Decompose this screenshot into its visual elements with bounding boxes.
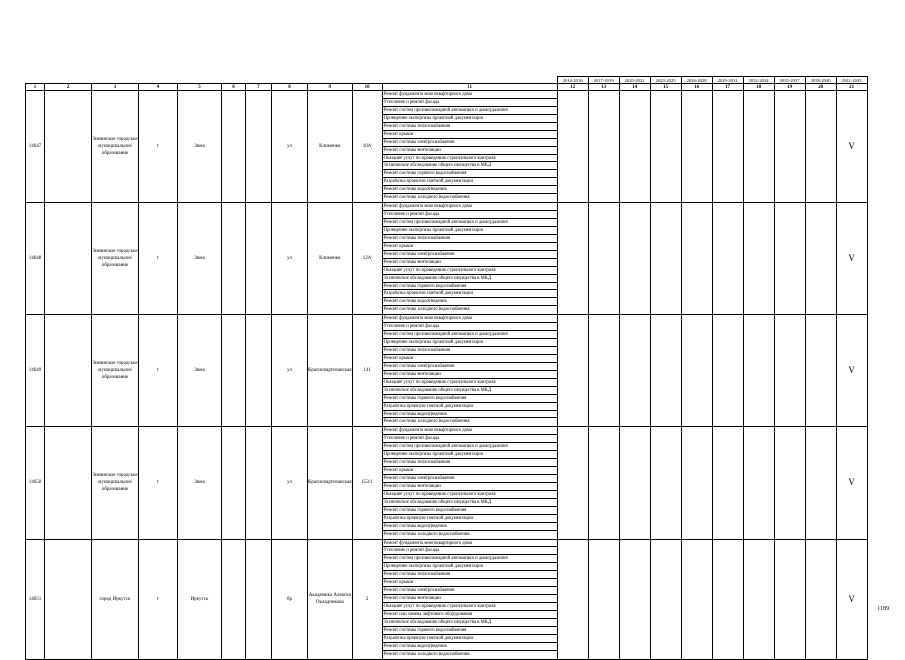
column-number: 14 xyxy=(619,84,650,91)
work-type-item: Утепление и ремонт фасада xyxy=(383,323,557,331)
work-type-item: Техническое обследование общего имущества в МКД xyxy=(383,619,557,627)
year-period-header: 2014-2016 xyxy=(557,77,588,84)
column-number: 8 xyxy=(272,84,308,91)
work-type-item: Ремонт крыши xyxy=(383,243,557,251)
settlement-type-cell: г xyxy=(139,427,178,539)
work-type-item: Ремонт системы водоотведения xyxy=(383,523,557,531)
work-type-item: Ремонт крыши xyxy=(383,131,557,139)
period-cell xyxy=(588,427,619,539)
column-number: 5 xyxy=(178,84,222,91)
period-cell xyxy=(805,315,836,427)
empty-cell xyxy=(45,91,92,203)
work-type-item: Ремонт системы холодного водоснабжения xyxy=(383,419,470,425)
object-id-cell: 14649 xyxy=(26,315,45,427)
city-cell: Зима xyxy=(178,427,222,539)
column-number: 10 xyxy=(352,84,382,91)
empty-cell xyxy=(45,315,92,427)
column-number: 2 xyxy=(45,84,92,91)
year-period-header: 2017-2019 xyxy=(588,77,619,84)
period-cell xyxy=(743,539,774,659)
period-mark-cell: V xyxy=(836,203,867,315)
municipality-cell: Зиминское городское муниципальное образование xyxy=(92,203,139,315)
work-type-item: Ремонт фундамента многоквартирного дома xyxy=(383,91,557,99)
column-number: 3 xyxy=(92,84,139,91)
object-id-cell: 14651 xyxy=(26,539,45,659)
empty-cell xyxy=(222,315,246,427)
work-type-item: Ремонт систем противопожарной автоматики и дымоудаления xyxy=(383,443,557,451)
period-cell xyxy=(712,427,743,539)
period-cell xyxy=(557,427,588,539)
work-type-item: Ремонт систем противопожарной автоматики и дымоудаления xyxy=(383,555,557,563)
period-cell xyxy=(619,315,650,427)
period-cell xyxy=(588,315,619,427)
settlement-type-cell: г xyxy=(139,315,178,427)
work-type-item: Ремонт или замена лифтового оборудования xyxy=(383,611,557,619)
period-cell xyxy=(743,315,774,427)
column-number: 13 xyxy=(588,84,619,91)
object-id-cell: 14648 xyxy=(26,203,45,315)
period-cell xyxy=(774,539,805,659)
header-empty-cell xyxy=(308,77,353,84)
work-type-item: Оказание услуг по проведению строительного контроля xyxy=(383,603,557,611)
municipality-cell: Зиминское городское муниципальное образование xyxy=(92,315,139,427)
empty-cell xyxy=(222,203,246,315)
work-type-item: Проведение экспертизы проектной документации xyxy=(383,563,557,571)
settlement-type-cell: г xyxy=(139,539,178,659)
period-cell xyxy=(774,91,805,203)
period-mark-cell: V xyxy=(836,91,867,203)
work-type-item: Ремонт системы горячего водоснабжения xyxy=(383,507,557,515)
house-number-cell: 2 xyxy=(352,539,382,659)
work-type-item: Утепление и ремонт фасада xyxy=(383,435,557,443)
year-period-header: 2032-2034 xyxy=(743,77,774,84)
period-cell xyxy=(557,203,588,315)
year-period-header: 2026-2028 xyxy=(681,77,712,84)
city-cell: Иркутск xyxy=(178,539,222,659)
work-type-item: Ремонт системы холодного водоснабжения xyxy=(383,195,470,201)
work-type-item: Ремонт системы горячего водоснабжения xyxy=(383,170,557,178)
settlement-type-cell: г xyxy=(139,91,178,203)
municipality-cell: Зиминское городское муниципальное образование xyxy=(92,91,139,203)
period-cell xyxy=(743,91,774,203)
work-type-item: Разработка проектно-сметной документации xyxy=(383,635,557,643)
period-cell xyxy=(743,203,774,315)
city-cell: Зима xyxy=(178,91,222,203)
work-type-item: Ремонт системы электроснабжения xyxy=(383,363,557,371)
house-number-cell: 153/1 xyxy=(352,427,382,539)
empty-cell xyxy=(246,91,272,203)
period-mark-cell: V xyxy=(836,427,867,539)
work-type-item: Ремонт системы горячего водоснабжения xyxy=(383,283,557,291)
work-type-item: Утепление и ремонт фасада xyxy=(383,547,557,555)
period-cell xyxy=(650,539,681,659)
period-cell xyxy=(619,203,650,315)
column-number: 15 xyxy=(650,84,681,91)
year-header-row xyxy=(26,77,868,84)
period-cell xyxy=(619,427,650,539)
work-type-item: Оказание услуг по проведению строительного контроля xyxy=(383,379,557,387)
column-number: 16 xyxy=(681,84,712,91)
work-type-item: Оказание услуг по проведению строительного контроля xyxy=(383,267,557,275)
period-cell xyxy=(557,539,588,659)
column-number: 4 xyxy=(139,84,178,91)
city-cell: Зима xyxy=(178,203,222,315)
work-type-item: Ремонт системы водоотведения xyxy=(383,411,557,419)
work-type-item: Техническое обследование общего имущества в МКД xyxy=(383,387,557,395)
street-cell: Краснопартизанская xyxy=(308,427,353,539)
period-mark-cell: V xyxy=(836,539,867,659)
work-types-cell xyxy=(382,315,557,427)
column-number: 19 xyxy=(774,84,805,91)
period-cell xyxy=(588,203,619,315)
empty-cell xyxy=(246,539,272,659)
period-cell xyxy=(650,427,681,539)
period-cell xyxy=(774,315,805,427)
work-type-item: Техническое обследование общего имущества в МКД xyxy=(383,499,557,507)
work-type-item: Разработка проектно-сметной документации xyxy=(383,290,557,298)
period-cell xyxy=(588,539,619,659)
work-type-item: Ремонт системы холодного водоснабжения xyxy=(383,531,470,537)
work-type-item: Ремонт системы теплоснабжения xyxy=(383,347,557,355)
period-cell xyxy=(712,203,743,315)
work-type-item: Оказание услуг по проведению строительного контроля xyxy=(383,491,557,499)
year-period-header: 2038-2040 xyxy=(805,77,836,84)
period-cell xyxy=(743,427,774,539)
period-cell xyxy=(650,315,681,427)
work-type-item: Проведение экспертизы проектной документации xyxy=(383,339,557,347)
work-type-item: Ремонт системы теплоснабжения xyxy=(383,123,557,131)
period-cell xyxy=(774,203,805,315)
work-type-item: Ремонт системы вентиляции xyxy=(383,259,557,267)
municipality-cell: город Иркутск xyxy=(92,539,139,659)
object-id-cell: 14647 xyxy=(26,91,45,203)
column-number: 11 xyxy=(382,84,557,91)
empty-cell xyxy=(246,203,272,315)
header-empty-cell xyxy=(26,77,45,84)
street-type-cell: ул xyxy=(272,315,308,427)
column-number: 9 xyxy=(308,84,353,91)
period-cell xyxy=(557,91,588,203)
empty-cell xyxy=(222,539,246,659)
header-empty-cell xyxy=(352,77,382,84)
column-number: 21 xyxy=(836,84,867,91)
work-types-cell xyxy=(382,91,557,203)
period-cell xyxy=(805,203,836,315)
work-type-item: Ремонт фундамента многоквартирного дома xyxy=(383,540,557,548)
period-cell xyxy=(774,427,805,539)
work-type-item: Разработка проектно-сметной документации xyxy=(383,515,557,523)
period-cell xyxy=(681,315,712,427)
empty-cell xyxy=(45,427,92,539)
period-mark-cell: V xyxy=(836,315,867,427)
empty-cell xyxy=(246,427,272,539)
work-type-item: Ремонт системы холодного водоснабжения xyxy=(383,651,470,657)
period-cell xyxy=(805,539,836,659)
house-number-cell: 10А xyxy=(352,91,382,203)
table-row xyxy=(26,427,868,539)
period-cell xyxy=(619,91,650,203)
work-types-cell xyxy=(382,539,557,659)
settlement-type-cell: г xyxy=(139,203,178,315)
header-empty-cell xyxy=(246,77,272,84)
municipality-cell: Зиминское городское муниципальное образование xyxy=(92,427,139,539)
work-type-item: Ремонт системы вентиляции xyxy=(383,595,557,603)
house-number-cell: 141 xyxy=(352,315,382,427)
work-type-item: Ремонт системы электроснабжения xyxy=(383,587,557,595)
empty-cell xyxy=(222,91,246,203)
street-cell: Академика Алексея Окладникова xyxy=(308,539,353,659)
work-type-item: Утепление и ремонт фасада xyxy=(383,99,557,107)
header-empty-cell xyxy=(45,77,92,84)
period-cell xyxy=(712,91,743,203)
work-type-item: Ремонт крыши xyxy=(383,355,557,363)
work-type-item: Проведение экспертизы проектной документации xyxy=(383,451,557,459)
work-type-item: Ремонт системы горячего водоснабжения xyxy=(383,627,557,635)
year-period-header: 2029-2031 xyxy=(712,77,743,84)
street-cell: Краснопартизанская xyxy=(308,315,353,427)
street-cell: Клименко xyxy=(308,91,353,203)
empty-cell xyxy=(45,203,92,315)
work-type-item: Утепление и ремонт фасада xyxy=(383,211,557,219)
work-types-cell xyxy=(382,203,557,315)
period-cell xyxy=(712,539,743,659)
table-row xyxy=(26,203,868,315)
work-type-item: Ремонт системы теплоснабжения xyxy=(383,571,557,579)
table-row xyxy=(26,315,868,427)
work-type-item: Ремонт системы водоотведения xyxy=(383,298,557,306)
work-type-item: Разработка проектно-сметной документации xyxy=(383,178,557,186)
period-cell xyxy=(619,539,650,659)
empty-cell xyxy=(222,427,246,539)
work-type-item: Техническое обследование общего имущества в МКД xyxy=(383,275,557,283)
period-cell xyxy=(650,91,681,203)
work-type-item: Ремонт системы электроснабжения xyxy=(383,475,557,483)
work-type-item: Ремонт систем противопожарной автоматики и дымоудаления xyxy=(383,219,557,227)
work-type-item: Ремонт системы водоотведения xyxy=(383,186,557,194)
column-number-row xyxy=(26,84,868,91)
header-empty-cell xyxy=(272,77,308,84)
work-type-item: Оказание услуг по проведению строительного контроля xyxy=(383,155,557,163)
empty-cell xyxy=(246,315,272,427)
work-type-item: Ремонт системы горячего водоснабжения xyxy=(383,395,557,403)
work-type-item: Ремонт фундамента многоквартирного дома xyxy=(383,203,557,211)
work-type-item: Ремонт системы теплоснабжения xyxy=(383,235,557,243)
work-type-item: Ремонт системы вентиляции xyxy=(383,371,557,379)
work-type-item: Ремонт крыши xyxy=(383,579,557,587)
work-type-item: Ремонт систем противопожарной автоматики и дымоудаления xyxy=(383,331,557,339)
year-period-header: 2023-2025 xyxy=(650,77,681,84)
year-period-header: 2020-2022 xyxy=(619,77,650,84)
period-cell xyxy=(650,203,681,315)
column-number: 20 xyxy=(805,84,836,91)
street-type-cell: ул xyxy=(272,203,308,315)
column-number: 6 xyxy=(222,84,246,91)
period-cell xyxy=(712,315,743,427)
city-cell: Зима xyxy=(178,315,222,427)
work-type-item: Ремонт системы водоотведения xyxy=(383,643,557,651)
work-type-item: Ремонт фундамента многоквартирного дома xyxy=(383,427,557,435)
table-row xyxy=(26,91,868,203)
header-empty-cell xyxy=(222,77,246,84)
column-number: 12 xyxy=(557,84,588,91)
house-number-cell: 12А xyxy=(352,203,382,315)
street-type-cell: бр xyxy=(272,539,308,659)
table-row xyxy=(26,539,868,659)
work-type-item: Ремонт системы холодного водоснабжения xyxy=(383,307,470,313)
work-type-item: Разработка проектно-сметной документации xyxy=(383,403,557,411)
column-number: 17 xyxy=(712,84,743,91)
period-cell xyxy=(681,203,712,315)
period-cell xyxy=(681,539,712,659)
column-number: 18 xyxy=(743,84,774,91)
work-type-item: Проведение экспертизы проектной документации xyxy=(383,115,557,123)
header-empty-cell xyxy=(178,77,222,84)
column-number: 7 xyxy=(246,84,272,91)
work-type-item: Ремонт фундамента многоквартирного дома xyxy=(383,315,557,323)
period-cell xyxy=(557,315,588,427)
empty-cell xyxy=(45,539,92,659)
period-cell xyxy=(588,91,619,203)
work-type-item: Ремонт системы теплоснабжения xyxy=(383,459,557,467)
year-period-header: 2041-2043 xyxy=(836,77,867,84)
work-type-item: Техническое обследование общего имущества в МКД xyxy=(383,162,557,170)
work-type-item: Ремонт системы электроснабжения xyxy=(383,251,557,259)
street-type-cell: ул xyxy=(272,427,308,539)
work-type-item: Ремонт крыши xyxy=(383,467,557,475)
work-type-item: Проведение экспертизы проектной документации xyxy=(383,227,557,235)
year-period-header: 2035-2037 xyxy=(774,77,805,84)
work-type-item: Ремонт систем противопожарной автоматики и дымоудаления xyxy=(383,107,557,115)
column-number: 1 xyxy=(26,84,45,91)
street-cell: Клименко xyxy=(308,203,353,315)
work-type-item: Ремонт системы вентиляции xyxy=(383,147,557,155)
work-type-item: Ремонт системы электроснабжения xyxy=(383,139,557,147)
header-empty-cell xyxy=(92,77,139,84)
work-type-item: Ремонт системы вентиляции xyxy=(383,483,557,491)
period-cell xyxy=(681,427,712,539)
capital-repair-table xyxy=(25,76,868,660)
work-types-cell xyxy=(382,427,557,539)
header-empty-cell xyxy=(139,77,178,84)
header-empty-cell xyxy=(382,77,557,84)
period-cell xyxy=(681,91,712,203)
period-cell xyxy=(805,91,836,203)
object-id-cell: 14650 xyxy=(26,427,45,539)
page-number: 1189 xyxy=(877,606,889,612)
period-cell xyxy=(805,427,836,539)
street-type-cell: ул xyxy=(272,91,308,203)
